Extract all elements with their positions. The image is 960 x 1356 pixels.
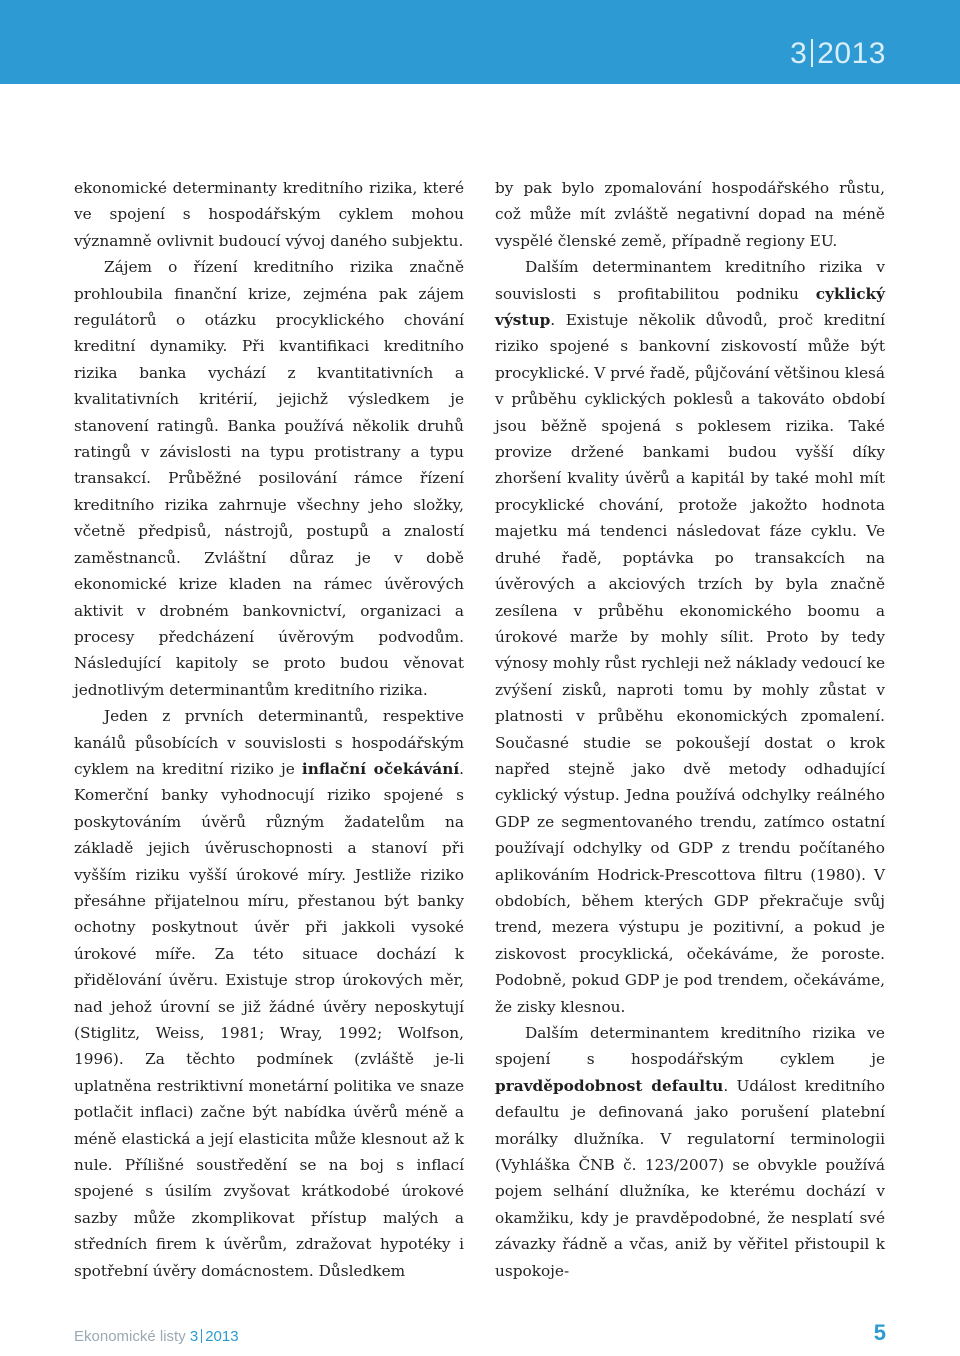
emphasis-term: pravděpodobnost defaultu	[495, 1076, 724, 1095]
paragraph: by pak bylo zpomalování hospodářského růstu, což může mít zvláště negativní dopad na méně vyspělé členské země, případně regiony EU.	[495, 179, 885, 250]
paragraph: Dalším determinantem kreditního rizika ve spojení s hospodářským cyklem je pravděpodobnost defaultu. Událost kreditního defaultu je definovaná jako porušení platební morálky dlužníka. V regulatorní terminologii (Vyhláška ČNB č. 123/2007) se obvykle používá pojem selhání dlužníka, ke kterému dochází v okamžiku, kdy je pravděpodobné, že nesplatí své závazky řádně a včas, aniž by věřitel přistoupil k uspokoje-	[495, 1024, 885, 1280]
right-column	[495, 175, 885, 1284]
footer-issue-year: 2013	[205, 1328, 239, 1345]
paragraph: Jeden z prvních determinantů, respektive kanálů působících v souvislosti s hospodářským cyklem na kreditní riziko je inflační očekávání. Komerční banky vyhodnocují riziko spojené s poskytováním úvěrů různým žadatelům na základě jejich úvěruschopnosti a stanoví při vyšším riziku vyšší úrokové míry. Jestliže riziko přesáhne přijatelnou míru, přestanou být banky ochotny poskytnout úvěr při jakkoli vysoké úrokové míře. Za této situace dochází k přidělování úvěru. Existuje strop úrokových měr, nad jehož úrovní se již žádné úvěry neposkytují (Stiglitz, Weiss, 1981; Wray, 1992; Wolfson, 1996). Za těchto podmínek (zvláště je-li uplatněna restriktivní monetární politika ve snaze potlačit inflaci) začne být nabídka úvěrů méně a méně elastická a její elasticita může klesnout až k nule. Přílišné soustředění se na boj s inflací spojené s úsilím zvyšovat krátkodobé úrokové sazby může zkomplikovat přístup malých a středních firem k úvěrům, zdražovat hypotéky i spotřební úvěry domácnostem. Důsledkem	[74, 707, 465, 1280]
footer-issue-number: 3	[189, 1328, 199, 1345]
footer-divider	[201, 1329, 202, 1343]
issue-label	[790, 36, 886, 72]
paragraph: Zájem o řízení kreditního rizika značně prohloubila finanční krize, zejména pak zájem regulátorů o otázku procyklického chování kreditní dynamiky. Při kvantifikaci kreditního rizika banka vychází z kvantitativních a kvalitativních kritérií, jejichž výsledkem je stanovení ratingů. Banka používá několik druhů ratingů v závislosti na typu protistrany a typu transakcí. Průběžné posilování rámce řízení kreditního rizika zahrnuje všechny jeho složky, včetně předpisů, nástrojů, postupů a znalostí zaměstnanců. Zvláštní důraz je v době ekonomické krize kladen na rámec úvěrových aktivit v drobném bankovnictví, organizaci a procesy předcházení úvěrovým podvodům. Následující kapitoly se proto budou věnovat jednotlivým determinantům kreditního rizika.	[74, 258, 464, 699]
emphasis-term: inflační očekávání	[301, 759, 460, 778]
journal-name: Ekonomické listy	[74, 1328, 186, 1345]
issue-year: 2013	[817, 37, 886, 70]
paragraph: ekonomické determinanty kreditního rizika, které ve spojení s hospodářským cyklem mohou významně ovlivnit budoucí vývoj daného subjektu.	[74, 179, 464, 250]
issue-number: 3	[790, 37, 808, 70]
header-bar	[0, 0, 960, 84]
left-column	[74, 175, 464, 1284]
paragraph: Dalším determinantem kreditního rizika v souvislosti s profitabilitou podniku cyklický výstup. Existuje několik důvodů, proč kreditní riziko spojené s bankovní ziskovostí může být procyklické. V prvé řadě, půjčování většinou klesá v průběhu cyklických poklesů a takováto období jsou běžně spojená s poklesem rizika. Také provize držené bankami budou vyšší díky zhoršení kvality úvěrů a kapitál by také mohl mít procyklické chování, protože jakožto hodnota majetku má tendenci následovat fáze cyklu. Ve druhé řadě, poptávka po transakcích na úvěrových a akciových trzích by byla značně zesílena v průběhu ekonomického boomu a úrokové marže by mohly sílit. Proto by tedy výnosy mohly růst rychleji než náklady vedoucí ke zvýšení zisků, naproti tomu by mohly zůstat v platnosti v průběhu ekonomických zpomalení. Současné studie se pokoušejí dostat o krok napřed stejně jako dvě metody odhadující cyklický výstup. Jedna používá odchylky reálného GDP ze segmentovaného trendu, zatímco ostatní používají odchylky od GDP z trendu počítaného aplikováním Hodrick-Prescottova filtru (1980). V obdobích, během kterých GDP překračuje svůj trend, mezera výstupu je pozitivní, a pokud je ziskovost procyklická, očekáváme, že poroste. Podobně, pokud GDP je pod trendem, očekáváme, že zisky klesnou.	[495, 258, 885, 1016]
issue-divider	[811, 39, 813, 67]
page-number: 5	[873, 1320, 886, 1345]
footer-journal	[74, 1328, 239, 1345]
emphasis-term: cyklický výstup	[495, 284, 885, 330]
